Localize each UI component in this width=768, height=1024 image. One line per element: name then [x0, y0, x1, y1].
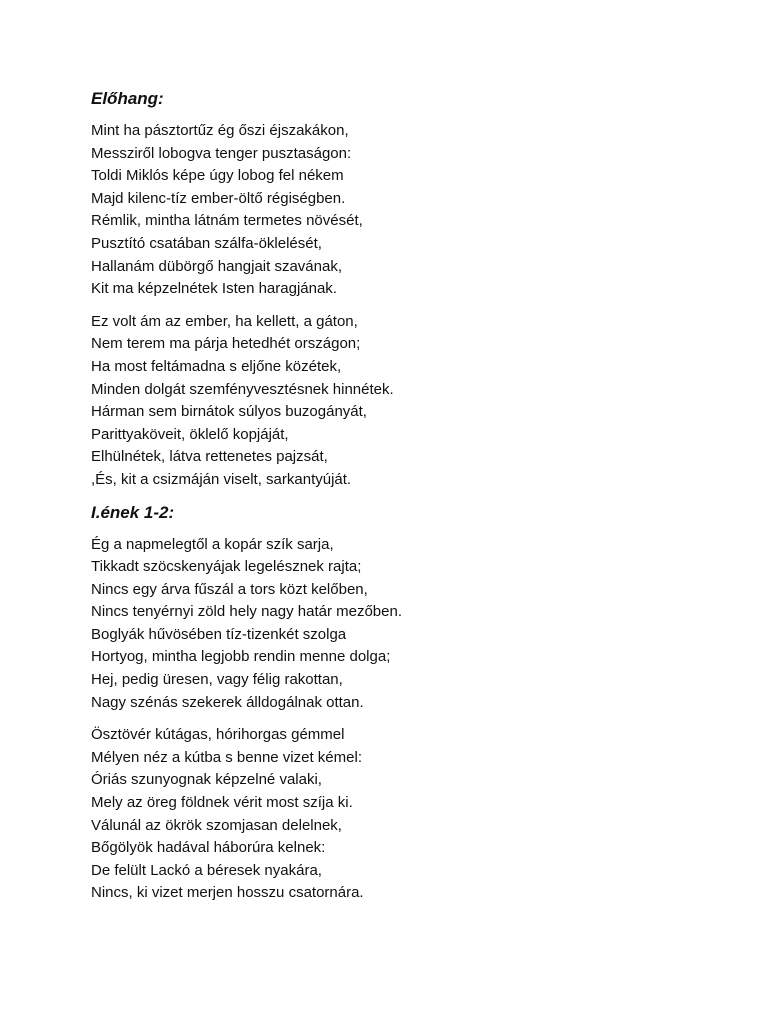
document-page [91, 88, 711, 915]
poem-line: Parittyaköveit, öklelő kopjáját, [91, 425, 289, 443]
poem-line: Toldi Miklós képe úgy lobog fel nékem [91, 167, 344, 185]
poem-line: Nincs egy árva fűszál a tors közt kelőben, [91, 580, 368, 598]
section-heading: I.ének 1-2: [91, 502, 175, 522]
poem-line: Ösztövér kútágas, hórihorgas gémmel [91, 726, 345, 744]
section-enek-1-2 [91, 502, 711, 906]
poem-line: Ég a napmelegtől a kopár szík sarja, [91, 535, 334, 553]
poem-line: Nem terem ma párja hetedhét országon; [91, 335, 361, 353]
poem-line: Elhülnétek, látva rettenetes pajzsát, [91, 448, 328, 466]
poem-line: Mely az öreg földnek vérit most szíja ki. [91, 794, 353, 812]
poem-line: Messziről lobogva tenger pusztaságon: [91, 144, 352, 162]
stanza [91, 724, 711, 905]
poem-line: Boglyák hűvösében tíz-tizenkét szolga [91, 625, 347, 643]
poem-line: Minden dolgát szemfényvesztésnek hinnétek. [91, 380, 394, 398]
poem-line: Hallanám dübörgő hangjait szavának, [91, 257, 342, 275]
poem-line: Hortyog, mintha legjobb rendin menne dolga; [91, 648, 391, 666]
poem-line: De felült Lackó a béresek nyakára, [91, 861, 322, 879]
poem-line: Ha most feltámadna s eljőne közétek, [91, 357, 342, 375]
poem-line: Bőgölyök hadával háborúra kelnek: [91, 839, 326, 857]
poem-line: Tikkadt szöcskenyájak legelésznek rajta; [91, 558, 362, 576]
stanza [91, 311, 711, 492]
poem-line: Mint ha pásztortűz ég őszi éjszakákon, [91, 122, 349, 139]
section-heading: Előhang: [91, 89, 164, 108]
poem-line: Nagy szénás szekerek álldogálnak ottan. [91, 693, 364, 711]
poem-line: Pusztító csatában szálfa-öklelését, [91, 234, 322, 252]
poem-line: Majd kilenc-tíz ember-öltő régiségben. [91, 189, 346, 207]
poem-line: Hárman sem birnátok súlyos buzogányát, [91, 403, 367, 421]
poem-line: Válunál az ökrök szomjasan delelnek, [91, 816, 342, 834]
poem-line: Rémlik, mintha látnám termetes növését, [91, 212, 363, 230]
poem-line: Nincs, ki vizet merjen hosszu csatornára. [91, 884, 364, 902]
poem-line: ,És, kit a csizmáján viselt, sarkantyúját. [91, 470, 352, 488]
section-elohang [91, 88, 711, 492]
poem-line: Hej, pedig üresen, vagy félig rakottan, [91, 671, 343, 689]
poem-line: Mélyen néz a kútba s benne vizet kémel: [91, 748, 362, 766]
poem-line: Ez volt ám az ember, ha kellett, a gáton, [91, 312, 358, 330]
stanza [91, 534, 711, 715]
stanza [91, 120, 711, 301]
poem-line: Kit ma képzelnétek Isten haragjának. [91, 280, 337, 298]
poem-line: Óriás szunyognak képzelné valaki, [91, 771, 322, 789]
poem-line: Nincs tenyérnyi zöld hely nagy határ mezőben. [91, 603, 403, 621]
